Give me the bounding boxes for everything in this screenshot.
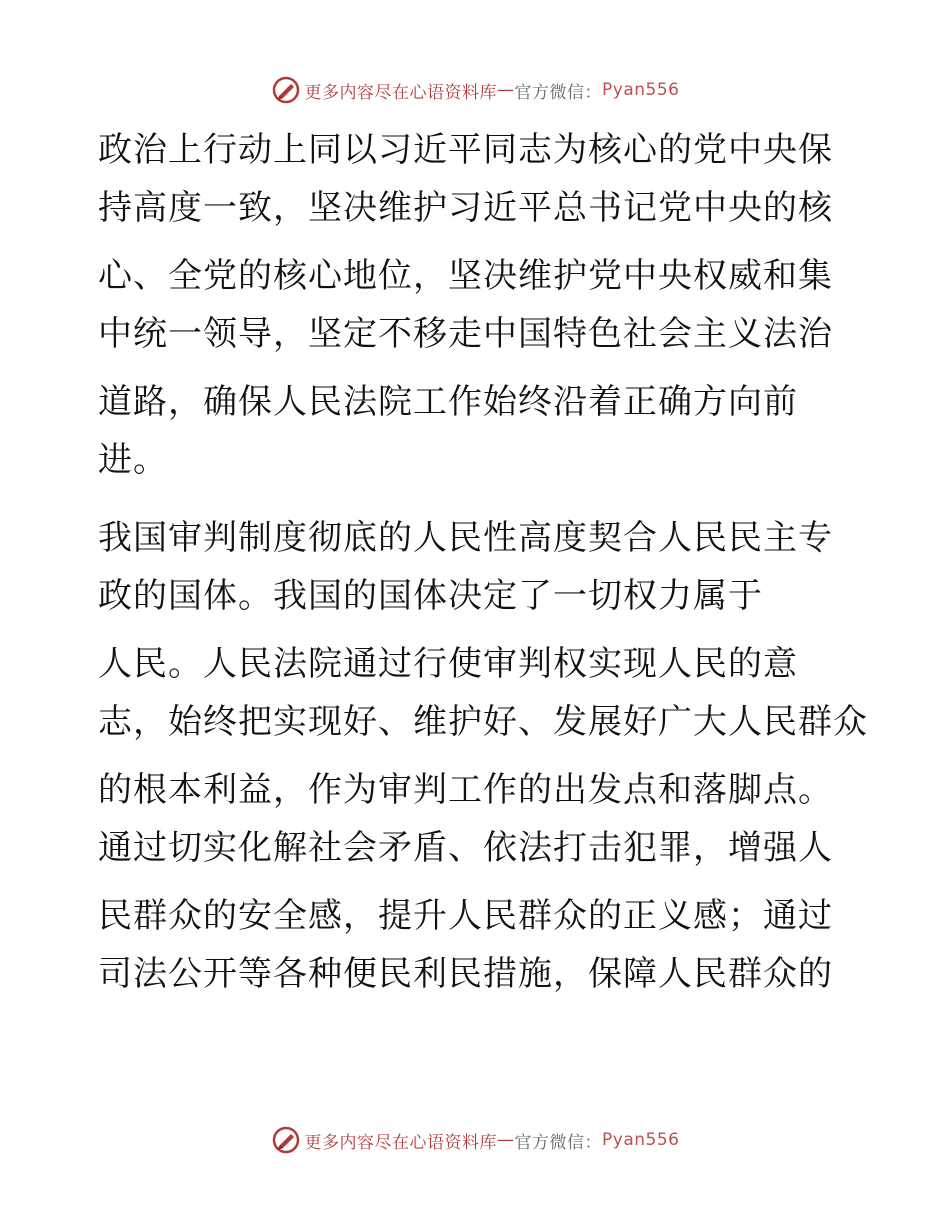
- document-body: [98, 121, 868, 1003]
- text-line: 民群众的安全感，提升人民群众的正义感；通过: [98, 896, 833, 936]
- footer-watermark: [0, 1120, 950, 1160]
- text-line: 心、全党的核心地位，坚决维护党中央权威和集: [98, 256, 833, 296]
- text-line: 政治上行动上同以习近平同志为核心的党中央保: [98, 130, 833, 170]
- watermark-separator: —: [497, 1130, 515, 1150]
- text-line: 道路，确保人民法院工作始终沿着正确方向前: [98, 382, 798, 422]
- text-line: 志，始终把实现好、维护好、发展好广大人民群众: [98, 702, 868, 742]
- text-line: 政的国体。我国的国体决定了一切权力属于: [98, 576, 763, 616]
- watermark-separator: —: [497, 80, 515, 100]
- header-watermark: [0, 70, 950, 110]
- watermark-site-text: 更多内容尽在心语资料库: [304, 1132, 498, 1153]
- watermark-site-text: 更多内容尽在心语资料库: [304, 82, 498, 103]
- watermark-wechat-label: 官方微信：: [514, 82, 603, 103]
- text-line: 司法公开等各种便民利民措施，保障人民群众的: [98, 954, 833, 994]
- text-line: 人民。人民法院通过行使审判权实现人民的意: [98, 644, 798, 684]
- text-line: 中统一领导，坚定不移走中国特色社会主义法治: [98, 314, 833, 354]
- text-line: 进。: [98, 440, 168, 480]
- watermark-wechat-id: Pyan556: [602, 1130, 680, 1150]
- text-line: 通过切实化解社会矛盾、依法打击犯罪，增强人: [98, 828, 833, 868]
- text-line: 的根本利益，作为审判工作的出发点和落脚点。: [98, 770, 833, 810]
- text-line: 我国审判制度彻底的人民性高度契合人民民主专: [98, 518, 833, 558]
- watermark-wechat-id: Pyan556: [602, 80, 680, 100]
- pen-logo-icon: [271, 1125, 301, 1155]
- pen-logo-icon: [271, 75, 301, 105]
- text-line: 持高度一致，坚决维护习近平总书记党中央的核: [98, 188, 833, 228]
- watermark-wechat-label: 官方微信：: [514, 1132, 603, 1153]
